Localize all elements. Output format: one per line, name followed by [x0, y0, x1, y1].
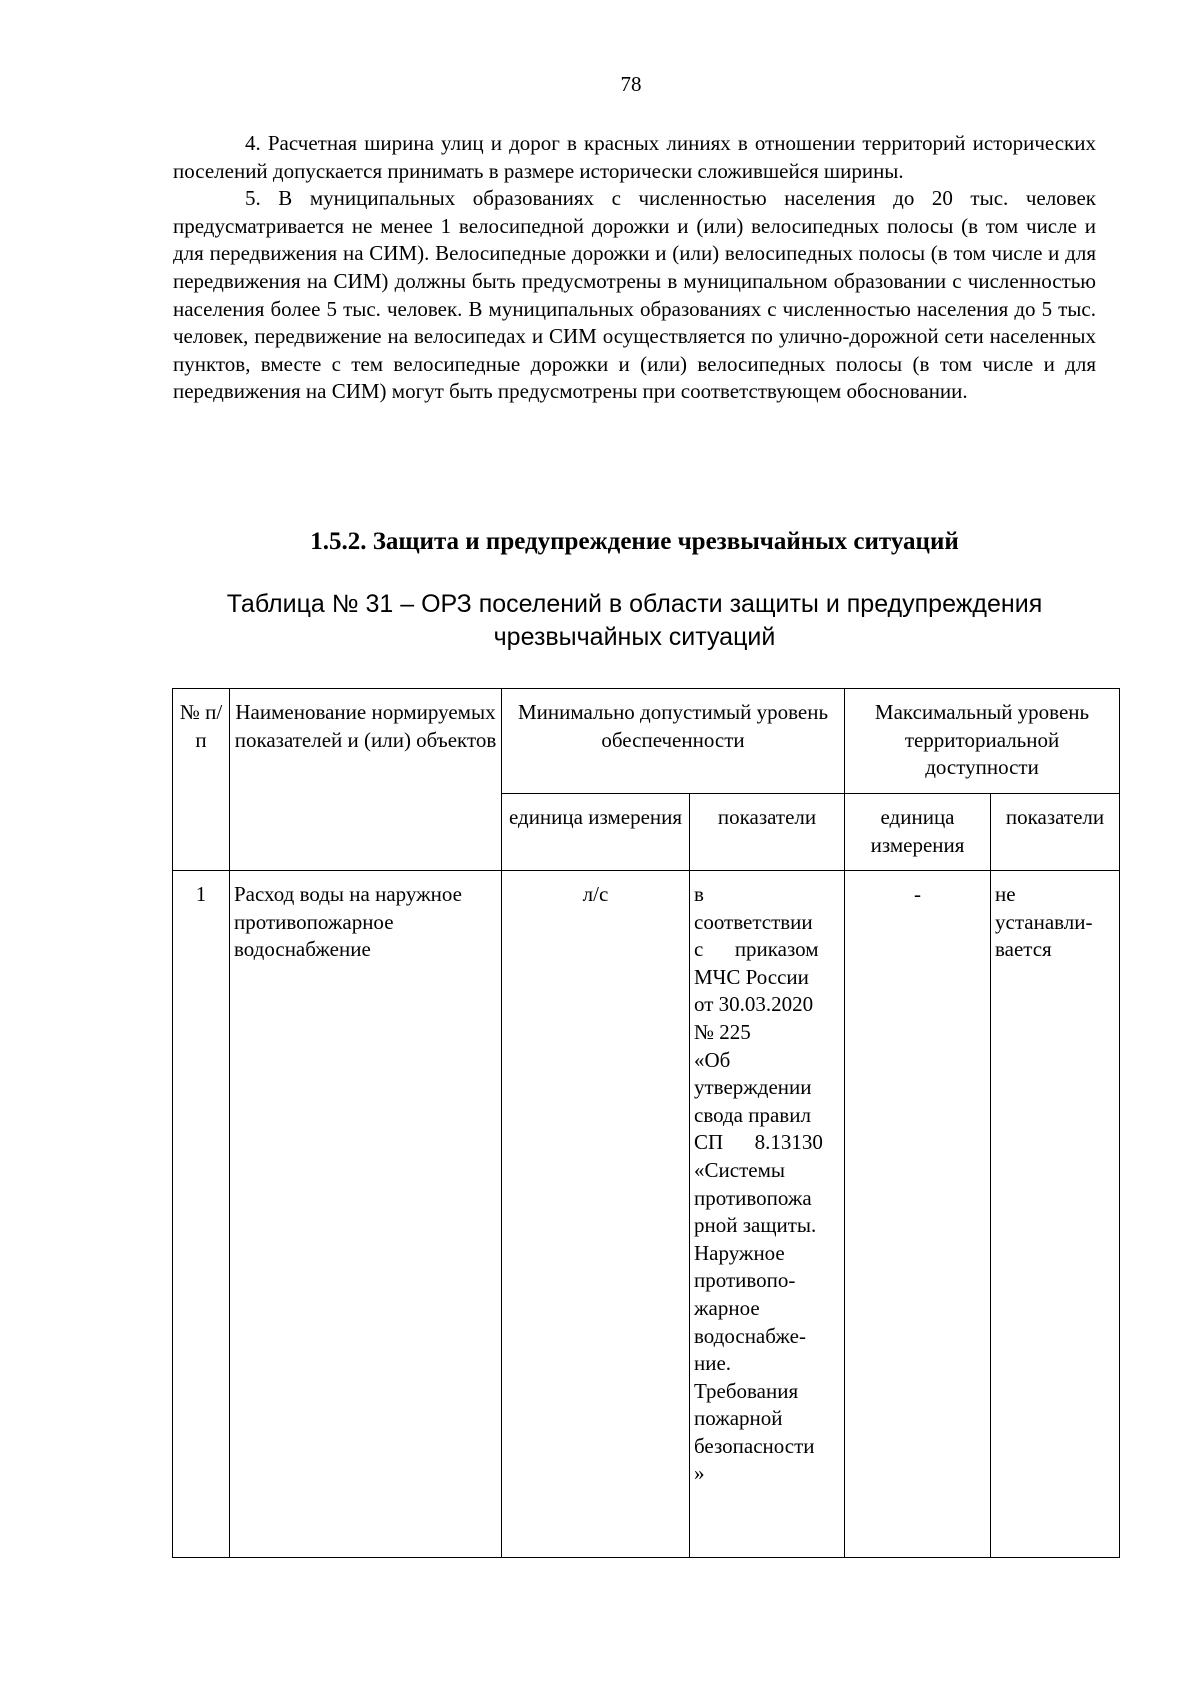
cell-indicators: не устанавли-вается	[991, 871, 1120, 1558]
cell-indicators-line: свода правил	[694, 1102, 811, 1127]
cell-indicators-line: «Системы	[694, 1157, 785, 1182]
cell-indicators-line: Наружное	[694, 1240, 785, 1265]
body-text	[173, 130, 1096, 406]
cell-indicators-line: СП 8.13130	[694, 1130, 823, 1155]
cell-indicators-line: с приказом	[694, 937, 819, 962]
cell-indicators-line: противопожа	[694, 1185, 812, 1210]
cell-indicators-line: жарное	[694, 1295, 760, 1320]
table-caption-line: Таблица № 31 – ОРЗ поселений в области защиты и предупреждения	[226, 590, 1043, 618]
header-number: № п/п	[173, 689, 230, 871]
cell-indicators-line: «Об	[694, 1047, 731, 1072]
cell-indicators-line: № 225	[694, 1019, 751, 1044]
paragraph: 4. Расчетная ширина улиц и дорог в красных линиях в отношении территорий исторических поселений допускается принимать в размере исторически сложившейся ширины.	[173, 131, 1096, 183]
page-number: 78	[620, 72, 642, 96]
header-indicators: показатели	[690, 794, 845, 871]
paragraph: 5. В муниципальных образованиях с численностью населения до 20 тыс. человек предусматривается не менее 1 велосипедной дорожки и (или) велосипедных полосы (в том числе и для передвижения на СИМ). Велосипедные дорожки и (или) велосипедных полосы (в том числе и для передвижения на СИМ) должны быть предусмотрены в муниципальном образовании с численностью населения более 5 тыс. человек. В муниципальных образованиях с численностью населения до 5 тыс. человек, передвижение на велосипедах и СИМ осуществляется по улично-дорожной сети населенных пунктов, вместе с тем велосипедные дорожки и (или) велосипедных полосы (в том числе и для передвижения на СИМ) могут быть предусмотрены при соответствующем обосновании.	[173, 186, 1096, 404]
cell-indicators-line: »	[694, 1461, 705, 1486]
cell-indicators-line: МЧС России	[694, 964, 809, 989]
cell-indicators-line: пожарной	[694, 1406, 783, 1431]
header-max-level: Максимальный уровень территориальной доступности	[845, 689, 1120, 794]
orz-table	[172, 688, 1120, 1558]
cell-indicators-line: рной защиты.	[694, 1213, 817, 1238]
cell-indicators-line: ние.	[694, 1351, 732, 1376]
table-caption	[173, 588, 1096, 654]
header-unit: единица измерения	[502, 794, 690, 871]
cell-indicators-line: водоснабже-	[694, 1323, 806, 1348]
cell-indicators	[690, 871, 845, 1558]
table-row	[173, 871, 1120, 1558]
section-heading: 1.5.2. Защита и предупреждение чрезвычайных ситуаций	[310, 528, 959, 555]
cell-unit: -	[845, 871, 991, 1558]
cell-indicators-line: безопасности	[694, 1433, 815, 1458]
header-indicators: показатели	[991, 794, 1120, 871]
header-min-level: Минимально допустимый уровень обеспеченности	[502, 689, 845, 794]
cell-indicators-line: противопо-	[694, 1268, 796, 1293]
table-header-row	[173, 689, 1120, 794]
cell-indicators-line: от 30.03.2020	[694, 992, 814, 1017]
header-name: Наименование нормируемых показателей и (или) объектов	[230, 689, 502, 871]
cell-indicators-line: Требования	[694, 1378, 799, 1403]
cell-indicators-line: утверждении	[694, 1075, 812, 1100]
cell-indicators-line: соответствии	[694, 909, 813, 934]
cell-name: Расход воды на наружное противопожарное водоснабжение	[230, 871, 502, 1558]
cell-unit: л/с	[502, 871, 690, 1558]
header-unit: единица измерения	[845, 794, 991, 871]
cell-indicators-line: в	[694, 882, 704, 906]
cell-number: 1	[173, 871, 230, 1558]
table-caption-line: чрезвычайных ситуаций	[493, 623, 776, 651]
